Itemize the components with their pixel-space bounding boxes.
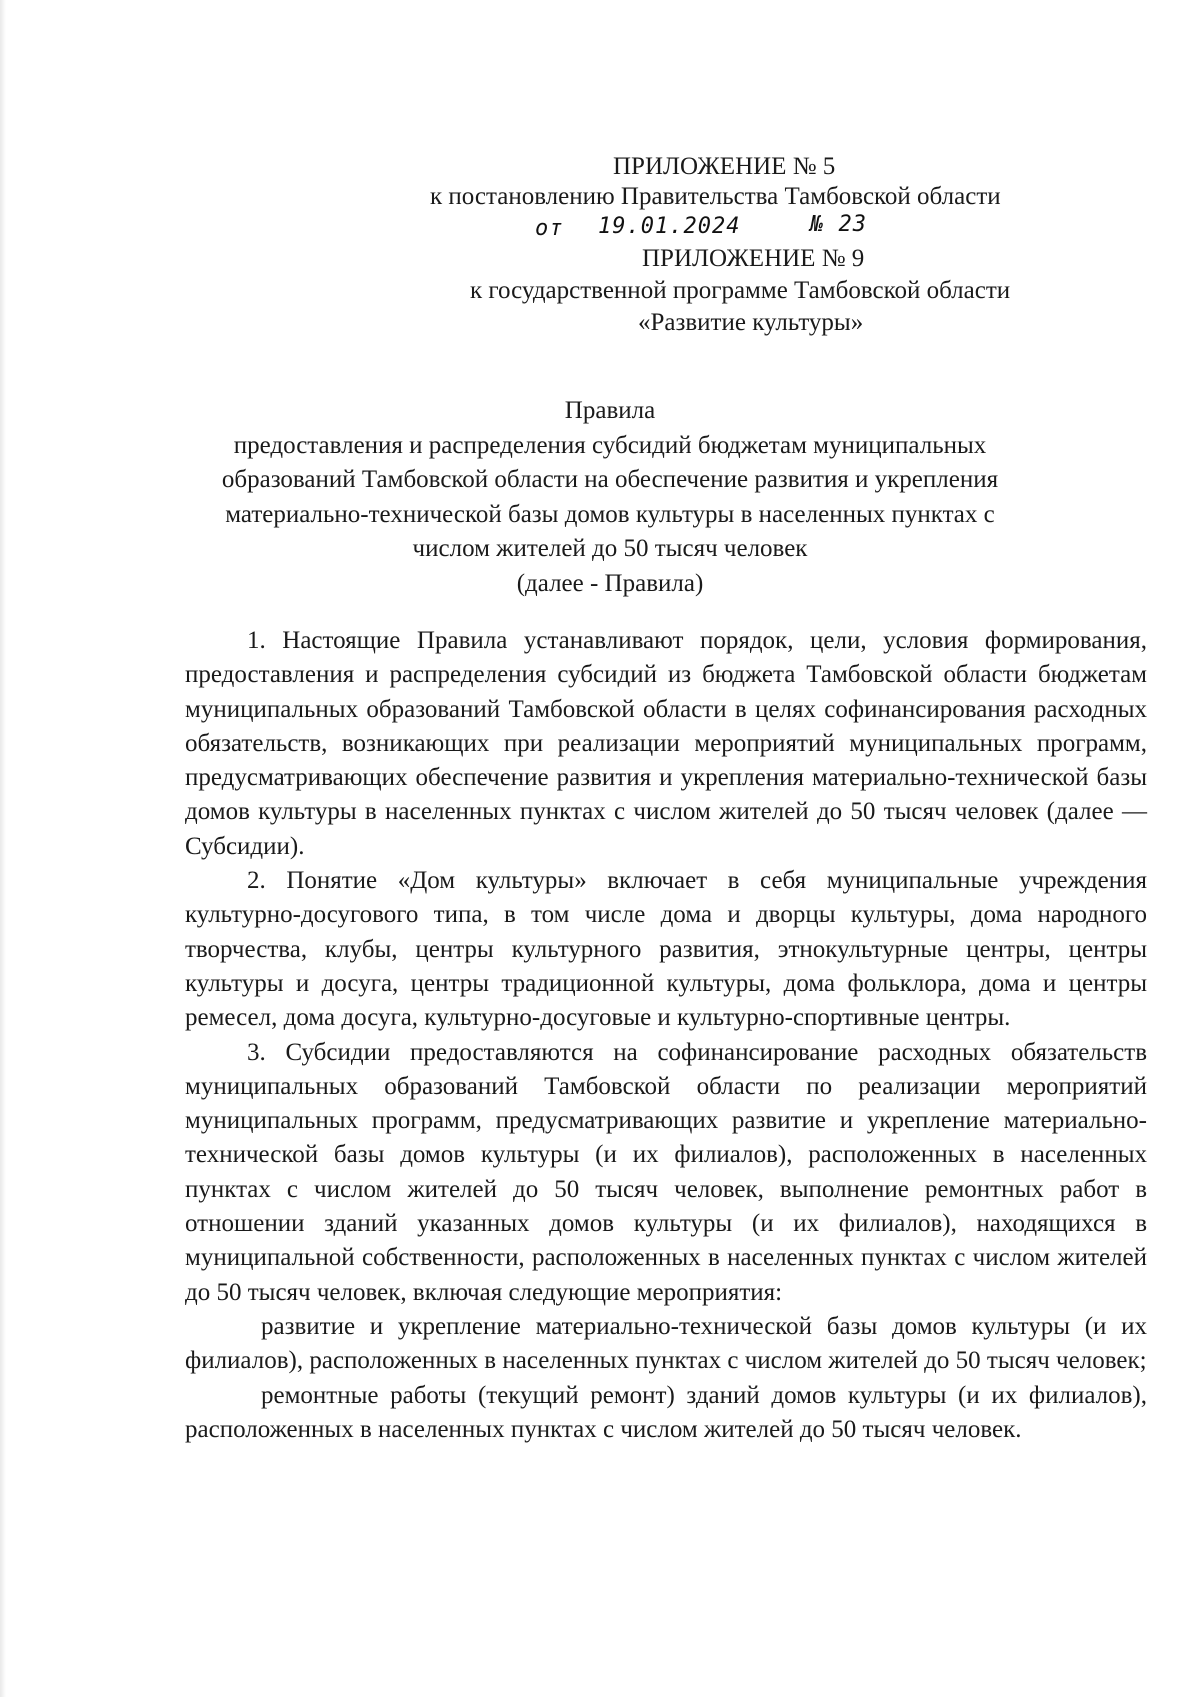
document-body xyxy=(185,624,1147,1447)
title-line-1: Правила xyxy=(564,397,656,424)
paragraph-1: 1. Настоящие Правила устанавливают порядок, цели, условия формирования, предоставления и распределения субсидий из бюджета Тамбовской области бюджетам муниципальных образований Тамбовской области в целях софинансирования расходных обязательств, возникающих при реализации мероприятий муниципальных программ, предусматривающих обеспечение развития и укрепления материально-технической базы домов культуры в населенных пунктах с числом жителей до 50 тысяч человек (далее — Субсидии). xyxy=(185,627,1147,860)
paragraph-3-item-1: развитие и укрепление материально-технической базы домов культуры (и их филиалов), расположенных в населенных пунктах с числом жителей до 50 тысяч человек; xyxy=(185,1312,1147,1375)
title-line-5: числом жителей до 50 тысяч человек xyxy=(412,535,808,562)
handwritten-from: от xyxy=(535,216,564,241)
title-line-2: предоставления и распределения субсидий бюджетам муниципальных xyxy=(233,431,987,459)
program-reference: к государственной программе Тамбовской области xyxy=(470,277,1011,304)
paragraph-3-item-2: ремонтные работы (текущий ремонт) зданий домов культуры (и их филиалов), расположенных в населенных пунктах с числом жителей до 50 тысяч человек. xyxy=(185,1381,1147,1443)
handwritten-number: № 23 xyxy=(810,212,867,237)
resolution-reference: к постановлению Правительства Тамбовской области xyxy=(430,183,1001,210)
appendix-9-label: ПРИЛОЖЕНИЕ № 9 xyxy=(642,245,865,272)
paragraph-2: 2. Понятие «Дом культуры» включает в себя муниципальные учреждения культурно-досугового типа, в том числе дома и дворцы культуры, дома народного творчества, клубы, центры культурного развития, этнокультурные центры, центры культуры и досуга, центры традиционной культуры, дома фольклора, дома и центры ремесел, дома досуга, культурно-досуговые и культурно-спортивные центры. xyxy=(185,867,1147,1032)
handwritten-date: 19.01.2024 xyxy=(598,214,741,239)
scan-edge-shadow xyxy=(0,0,6,1697)
title-line-6: (далее - Правила) xyxy=(516,569,704,597)
title-line-4: материально-технической базы домов культуры в населенных пунктах с xyxy=(225,500,995,528)
title-line-3: образований Тамбовской области на обеспечение развития и укрепления xyxy=(221,466,999,493)
document-title xyxy=(180,394,1040,601)
appendix-5-label: ПРИЛОЖЕНИЕ № 5 xyxy=(613,153,836,180)
program-name: «Развитие культуры» xyxy=(638,309,864,336)
paragraph-3: 3. Субсидии предоставляются на софинансирование расходных обязательств муниципальных образований Тамбовской области по реализации мероприятий муниципальных программ, предусматривающих развитие и укрепление материально-технической базы домов культуры (и их филиалов), расположенных в населенных пунктах с числом жителей до 50 тысяч человек, выполнение ремонтных работ в отношении зданий указанных домов культуры (и их филиалов), находящихся в муниципальной собственности, расположенных в населенных пунктах с числом жителей до 50 тысяч человек, включая следующие мероприятия: xyxy=(185,1038,1147,1306)
